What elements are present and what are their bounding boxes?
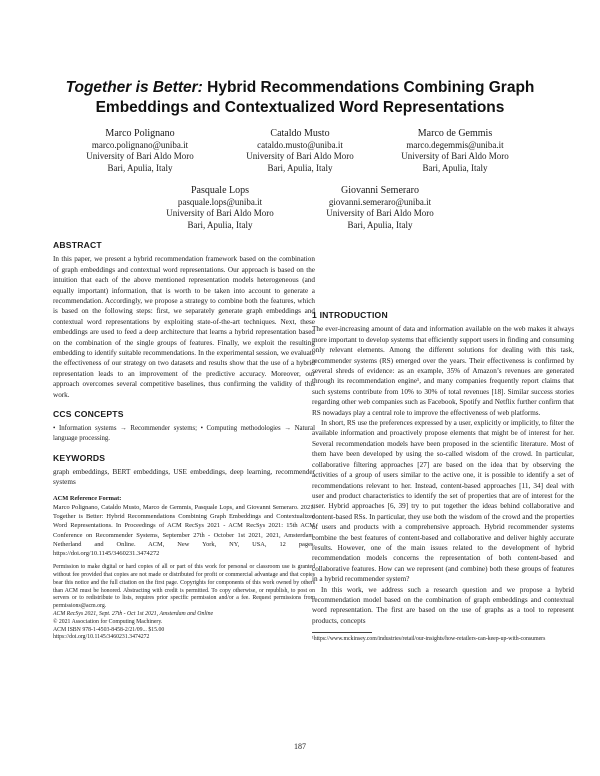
author-affiliation: University of Bari Aldo Moro [401,151,509,161]
doi-link[interactable]: https://doi.org/10.1145/3460231.3474272 [53,634,150,641]
author-email[interactable]: cataldo.musto@uniba.it [257,139,343,150]
paper-title [40,78,560,118]
author-block [375,128,535,174]
left-column [53,240,315,642]
author-name: Giovanni Semeraro [340,185,420,196]
author-block [300,185,460,231]
author-block [60,128,220,174]
keywords-text: graph embeddings, BERT embeddings, USE embeddings, deep learning, recommender systems [53,467,315,487]
author-email[interactable]: pasquale.lops@uniba.it [177,196,263,207]
permission-notice: Permission to make digital or hard copies of all or part of this work for personal or classroom use is granted without fee provided that copies are not made or distributed for profit or commercial advantage and that copies bear this notice and the full citation on the first page. Copyrights for components of this work owned by others than ACM must be honored. Abstracting with credit is permitted. To copy otherwise, or republish, to post on servers or to redistribute to lists, requires prior specific permission and/or a fee. Request permissions from permissions@acm.org. [53,564,315,610]
author-affiliation: University of Bari Aldo Moro [326,208,434,218]
author-name: Cataldo Musto [270,128,330,139]
intro-paragraph-2: In short, RS use the preferences expressed by a user, explicitly or implicitly, to filter the available information and proactively propose elements that might be of interest for her. Several recommendation models have been proposed in the scientific literature. Most of them have been developed by using the so-called wisdom of the crowd. In particular, collaborative filtering approaches [27] are based on the idea that by observing the activities of a group of users similar to the active one, it is possible to identify a set of recommendations relevant to her. Instead, content-based approaches [11, 34] deal with user and product characteristics to identify the set of properties that are of interest for the user. Hybrid approaches [6, 39] try to put together the ideas behind collaborative and content-based RSs. In particular, they use both the wisdom of the crowd and the properties of users and products with a comprehensive approach. Hybrid recommender systems combine the best features of content-based and collaborative and deliver highly accurate results. However, one of the main issues related to the development of hybrid recommendation models concerns the representation of both content-based and collaborative features. How can we represent (and combine) both these groups of features in a hybrid recommender system? [312,419,574,584]
author-block [140,185,300,231]
author-location: Bari, Apulia, Italy [347,219,413,230]
author-affiliation: University of Bari Aldo Moro [166,208,274,218]
author-block [220,128,380,174]
footnote[interactable]: ¹https://www.mckinsey.com/industries/retail/our-insights/how-retailers-can-keep-up-with-consumers [312,636,546,643]
isbn-line: ACM ISBN 978-1-4503-8458-2/21/09... $15.00 [53,626,165,633]
author-email[interactable]: marco.polignano@uniba.it [91,139,189,150]
abstract-text: In this paper, we present a hybrid recommendation framework based on the combination of graph embeddings and contextual word representations. Our approach is based on the intuition that each of the above mentioned representation models heterogeneous (and equally important) information, that is worth to be taken into account to generate a recommendation. Accordingly, we propose a strategy to combine both the features, which is based on the following steps: first, we separately generate graph embeddings and contextual word representations by exploiting state-of-the-art techniques. Next, these embeddings are used to feed a deep architecture that learns a hybrid representation based on the combination of the single groups of features. Finally, we exploit the resulting embedding to identify suitable recommendations. In the experimental session, we evaluate the effectiveness of our strategy on two datasets and results show that the use of a hybrid representation leads to an improvement of the predictive accuracy. Moreover, our approach overcomes several competitive baselines, thus confirming the validity of this work. [53,255,315,399]
keywords-heading: KEYWORDS [53,452,106,463]
author-email[interactable]: giovanni.semeraro@uniba.it [328,196,432,207]
ccs-text: • Information systems → Recommender systems; • Computing methodologies → Natural language processing. [53,424,315,442]
title-rest: Hybrid Recommendations Combining Graph Embeddings and Contextualized Word Representations [95,79,535,116]
venue-line: ACM RecSys 2021, Sept. 27th - Oct 1st 2021, Amsterdam and Online [53,610,214,617]
author-affiliation: University of Bari Aldo Moro [86,151,194,161]
author-location: Bari, Apulia, Italy [267,162,333,173]
right-column [312,310,574,644]
author-affiliation: University of Bari Aldo Moro [246,151,354,161]
footnote-divider [312,632,372,633]
abstract-heading: ABSTRACT [53,240,102,250]
acm-ref-heading: ACM Reference Format: [53,494,122,502]
intro-heading: 1 INTRODUCTION [312,310,388,320]
acm-ref-text: Marco Polignano, Cataldo Musto, Marco de Gemmis, Pasquale Lops, and Giovanni Semeraro. 2021. Together is Better: Hybrid Recommendations Combining Graph Embeddings and Contextualized Word Representations. In Proceedings of ACM RecSys 2021 - ACM RecSys 2021: 15th ACM Conference on Recommender Systems, September 27th - October 1st 2021, 2021, Amsterdam, Netherland and Online. ACM, New York, NY, USA, 12 pages. https://doi.org/10.1145/3460231.3474272 [53,503,315,557]
author-email[interactable]: marco.degemmis@uniba.it [406,139,504,150]
author-name: Pasquale Lops [190,185,250,196]
author-location: Bari, Apulia, Italy [187,219,253,230]
intro-paragraph-3: In this work, we address such a research question and we propose a hybrid recommendation model based on the combination of graph embeddings and contextual word representation. The first are based on the use of graphs as a tool to represent products, concepts [312,585,574,625]
intro-paragraph-1: The ever-increasing amount of data and information available on the web makes it always more important to develop systems that efficiently support users in finding and consuming only relevant elements. Among the different solutions for dealing with this task, recommender systems (RS) emerged over the years. Their effectiveness is confirmed by several shreds of evidence: as an example, 35% of Amazon’s revenues are generated through its recommendation engine¹, and many companies frequently report claims that such systems contribute from 10% to 30% of total revenues [18]. Similar success stories regarding other web companies such as Facebook, Spotify and Netflix further confirm that RS nowadays play a central role to improve the effectiveness of web platforms. [312,325,574,417]
ccs-heading: CCS CONCEPTS [53,409,124,420]
page-number: 187 [294,742,306,751]
copyright-line: © 2021 Association for Computing Machinery. [53,618,163,625]
title-italic: Together is Better: [65,79,203,96]
author-location: Bari, Apulia, Italy [107,162,173,173]
author-location: Bari, Apulia, Italy [422,162,488,173]
author-name: Marco de Gemmis [417,128,493,139]
author-name: Marco Polignano [105,128,175,139]
